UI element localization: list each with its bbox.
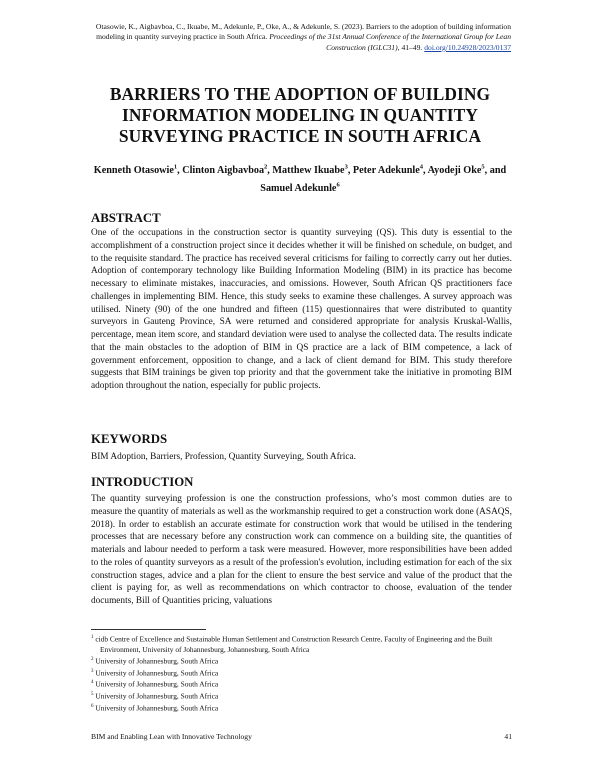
abstract-text: One of the occupations in the construction sector is quantity surveying (QS). This duty is essential to the accomplishment of a construction project since it decides whether it will be finished on schedule, on budget, and to the requisite standard. The practice has received several criticisms for failing to correctly carry out her duties. Adoption of contemporary technology like Building Information Modeling (BIM) in its practice has become necessary to eliminate mistakes, inaccuracies, and omissions. However, South African QS practitioners face challenges in implementing BIM. Hence, this study seeks to examine these challenges. A survey approach was utilised. Ninety (90) of the one hundred and fifteen (115) questionnaires that were distributed to quantity surveyors in Gauteng Province, SA were returned and considered appropriate for analysis Kruskal-Wallis, percentage, mean item score, and standard deviation were used to analyse the collected data. The results indicate that the main obstacles to the adoption of BIM in QS practice are a lack of BIM competence, a lack of government enforcement, opposition to change, and a lack of client demand for BIM. This study therefore suggests that BIM trainings be given top priority and that the government take the initiative in promoting BIM adoption throughout the nation, especially for public projects. (91, 228, 512, 391)
footnote-item: $^2$ University of Johannesburg, South Africa (91, 656, 219, 666)
footer-track-title: BIM and Enabling Lean with Innovative Technology (91, 732, 252, 741)
citation-proceedings: Proceedings of the 31st Annual Conference of the International Group for Lean Construction (IGLC31) (269, 32, 511, 52)
abstract-heading: ABSTRACT (91, 211, 161, 225)
doi-link[interactable]: doi.org/10.24928/2023/0137 (424, 42, 511, 52)
footnote-item: $^6$ University of Johannesburg, South Africa (91, 703, 219, 713)
footnote-divider (91, 629, 206, 630)
author: Clinton Aigbavboa$^2$, (182, 164, 273, 177)
citation-pages: , 41–49. (397, 42, 425, 52)
footnote-list (91, 633, 512, 713)
author: Ayodeji Oke$^5$, and (427, 164, 507, 177)
keywords-text: BIM Adoption, Barriers, Profession, Quantity Surveying, South Africa. (91, 452, 356, 462)
author: Kenneth Otasowie$^1$, (93, 164, 183, 177)
footnote-item: $^1$ cidb Centre of Excellence and Sustainable Human Settlement and Construction Research Centre, Faculty of Engineering and the Built Environment, University of Johannesburg, Johannesburg, South Africa (91, 634, 493, 654)
author-list (90, 161, 510, 197)
author: Matthew Ikuabe$^3$, (272, 164, 353, 177)
author: Peter Adekunle$^4$, (352, 164, 428, 177)
footnote-item: $^3$ University of Johannesburg, South Africa (91, 668, 219, 678)
page-number: 41 (504, 732, 512, 741)
introduction-heading: INTRODUCTION (91, 475, 194, 489)
keywords-heading: KEYWORDS (91, 432, 168, 446)
footnote-item: $^5$ University of Johannesburg, South Africa (91, 691, 219, 701)
author: Samuel Adekunle$^6$ (260, 181, 340, 195)
paper-title: BARRIERS TO THE ADOPTION OF BUILDING INFORMATION MODELING IN QUANTITY SURVEYING PRACTICE IN SOUTH AFRICA (109, 84, 491, 146)
citation-header (91, 22, 511, 53)
introduction-text: The quantity surveying profession is one the construction professions, who’s most common duties are to measure the quantity of materials as well as the workmanship required to get a construction work done (ASAQS, 2018). In order to establish an accurate estimate for construction work that would be utilised in the tendering processes that are necessary before any construction work can commence on a building site, the quantities of materials and labour needed to perform a task were measured. However, more responsibilities have been added to the roles of quantity surveyors as a result of the profession's evolution, including estimation for each of the six construction stages, advice and a plan for the client to ensure the best service and value of the product that the client is paying for, as well as recommendations on which contractor to choose, evaluation of the tender documents, Bill of Quantities pricing, valuations (91, 494, 512, 606)
footnote-item: $^4$ University of Johannesburg, South Africa (91, 679, 219, 689)
citation-text: Otasowie, K., Aigbavboa, C., Ikuabe, M., Adekunle, P., Oke, A., & Adekunle, S. (2023). Barriers to the adoption of building information modeling in quantity surveying practice in South Africa. (95, 22, 511, 42)
